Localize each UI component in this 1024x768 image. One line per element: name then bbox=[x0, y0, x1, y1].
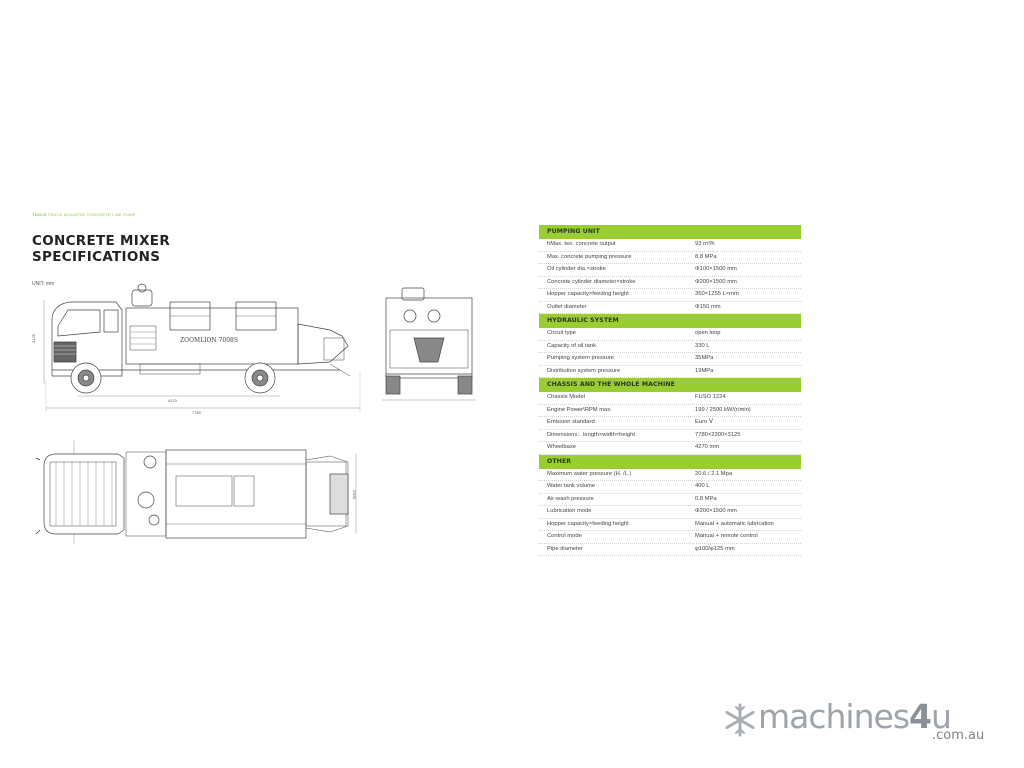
spec-label: Air-wash pressure bbox=[547, 495, 594, 502]
section-hydraulic-system bbox=[539, 314, 801, 378]
table-row bbox=[539, 494, 801, 507]
spec-value: Φ200×1500 mm bbox=[695, 508, 737, 514]
table-row bbox=[539, 366, 801, 379]
spec-value: 7780×2300×3125 bbox=[695, 431, 741, 438]
table-row bbox=[539, 430, 801, 443]
spec-label: Dimensions：length×width×height bbox=[547, 431, 635, 438]
spec-value: Manual + remote control bbox=[695, 533, 758, 539]
spec-value: FUSO 1224 bbox=[695, 394, 726, 400]
dim-length-label: 7780 bbox=[192, 410, 201, 415]
spec-label: Hopper capacity×feeding height bbox=[547, 520, 629, 527]
dim-width-label: 2300 bbox=[351, 490, 357, 499]
table-row bbox=[539, 252, 801, 265]
spec-value: 20.6 / 2.1 Mpa bbox=[695, 470, 733, 477]
truck-rear-view-drawing bbox=[380, 282, 480, 406]
spec-label: Oil cylinder dia.×stroke bbox=[547, 266, 606, 272]
page-title-line2: SPECIFICATIONS bbox=[32, 249, 161, 265]
spec-label: Control mode bbox=[547, 533, 582, 539]
spec-value: 400 L bbox=[695, 483, 710, 489]
table-row bbox=[539, 341, 801, 354]
watermark-digit: 4 bbox=[909, 697, 931, 736]
page-title-line1: CONCRETE MIXER bbox=[32, 233, 171, 249]
spec-value: 330 L bbox=[695, 342, 710, 349]
spec-value: φ100/φ125 mm bbox=[695, 545, 735, 552]
table-row bbox=[539, 469, 801, 482]
section-header: PUMPING UNIT bbox=[539, 225, 801, 239]
truck-top-view-drawing bbox=[30, 440, 370, 550]
table-row bbox=[539, 302, 801, 315]
spec-value: Manual + automatic lubrication bbox=[695, 520, 774, 527]
watermark-word: machines bbox=[758, 697, 910, 736]
spec-label: Max. concrete pumping pressure bbox=[547, 253, 632, 260]
spec-label: hMax. teo. concrete output bbox=[547, 241, 616, 247]
spec-value: open loop bbox=[695, 330, 721, 336]
spec-label: Capacity of oil tank bbox=[547, 342, 596, 349]
table-row bbox=[539, 481, 801, 494]
section-other bbox=[539, 455, 801, 557]
spec-value: 0.8 MPa bbox=[695, 495, 717, 502]
page-title bbox=[32, 233, 170, 265]
table-row bbox=[539, 531, 801, 544]
spec-label: Maximum water pressure (H. /L.) bbox=[547, 470, 632, 477]
spec-value: 35MPa bbox=[695, 355, 714, 361]
table-row bbox=[539, 405, 801, 418]
watermark-suffix: u bbox=[930, 697, 951, 736]
table-row bbox=[539, 328, 801, 341]
spec-label: Distribution system pressure bbox=[547, 367, 621, 374]
truck-side-view-drawing bbox=[30, 280, 370, 420]
spec-value: Φ100×1500 mm bbox=[695, 266, 737, 272]
table-row bbox=[539, 353, 801, 366]
breadcrumb bbox=[32, 212, 136, 217]
breadcrumb-text: TRUCK MOUNTED CONCRETE LINE PUMP bbox=[47, 212, 136, 217]
watermark-domain: .com.au bbox=[932, 728, 985, 743]
table-row bbox=[539, 264, 801, 277]
spec-table bbox=[539, 225, 801, 556]
snowflake-logo-icon bbox=[722, 702, 758, 738]
spec-value: 93 m³/h bbox=[695, 241, 715, 247]
table-row bbox=[539, 289, 801, 302]
spec-label: Hopper capacity×feeding height bbox=[547, 291, 629, 297]
spec-value: 199 / 2500 kW/(r/min) bbox=[695, 406, 751, 413]
spec-label: Pumping system pressure bbox=[547, 355, 615, 361]
spec-label: Concrete cylinder diameter×stroke bbox=[547, 278, 636, 285]
section-header: HYDRAULIC SYSTEM bbox=[539, 314, 801, 328]
breadcrumb-model: T100-R bbox=[32, 212, 47, 217]
spec-value: Φ200×1500 mm bbox=[695, 278, 737, 285]
spec-label: Lubrication mode bbox=[547, 508, 592, 514]
section-chassis bbox=[539, 378, 801, 455]
spec-label: Wheelbase bbox=[547, 444, 577, 450]
spec-label: Water tank volume bbox=[547, 483, 596, 489]
table-row bbox=[539, 239, 801, 252]
spec-value: 4270 mm bbox=[695, 444, 720, 450]
drawing-brand-text: ZOOMLION 7008S bbox=[180, 337, 238, 344]
spec-value: Euro Ⅴ bbox=[695, 419, 713, 425]
table-row bbox=[539, 392, 801, 405]
dim-height-label: 3125 bbox=[30, 334, 36, 343]
table-row bbox=[539, 519, 801, 532]
table-row bbox=[539, 417, 801, 430]
section-pumping-unit bbox=[539, 225, 801, 314]
spec-label: Engine Power\RPM max. bbox=[547, 406, 612, 413]
spec-label: Chassis Model bbox=[547, 394, 586, 400]
spec-value: Φ150 mm bbox=[695, 303, 721, 310]
table-row bbox=[539, 544, 801, 557]
unit-label: UNIT: mm bbox=[32, 281, 55, 287]
spec-label: Outlet diameter bbox=[547, 303, 587, 310]
spec-value: 350×1255 L×mm bbox=[695, 291, 739, 297]
watermark-text bbox=[758, 697, 951, 736]
table-row bbox=[539, 277, 801, 290]
section-header: CHASSIS AND THE WHOLE MACHINE bbox=[539, 378, 801, 392]
spec-label: Circuit type bbox=[547, 330, 576, 336]
spec-label: Pipe diameter bbox=[547, 545, 583, 552]
dim-wheelbase-label: 4270 bbox=[168, 398, 177, 403]
spec-label: Emission standard bbox=[547, 419, 595, 425]
spec-value: 19MPa bbox=[695, 367, 714, 374]
table-row bbox=[539, 442, 801, 455]
spec-value: 8.8 MPa bbox=[695, 253, 717, 260]
table-row bbox=[539, 506, 801, 519]
section-header: OTHER bbox=[539, 455, 801, 469]
